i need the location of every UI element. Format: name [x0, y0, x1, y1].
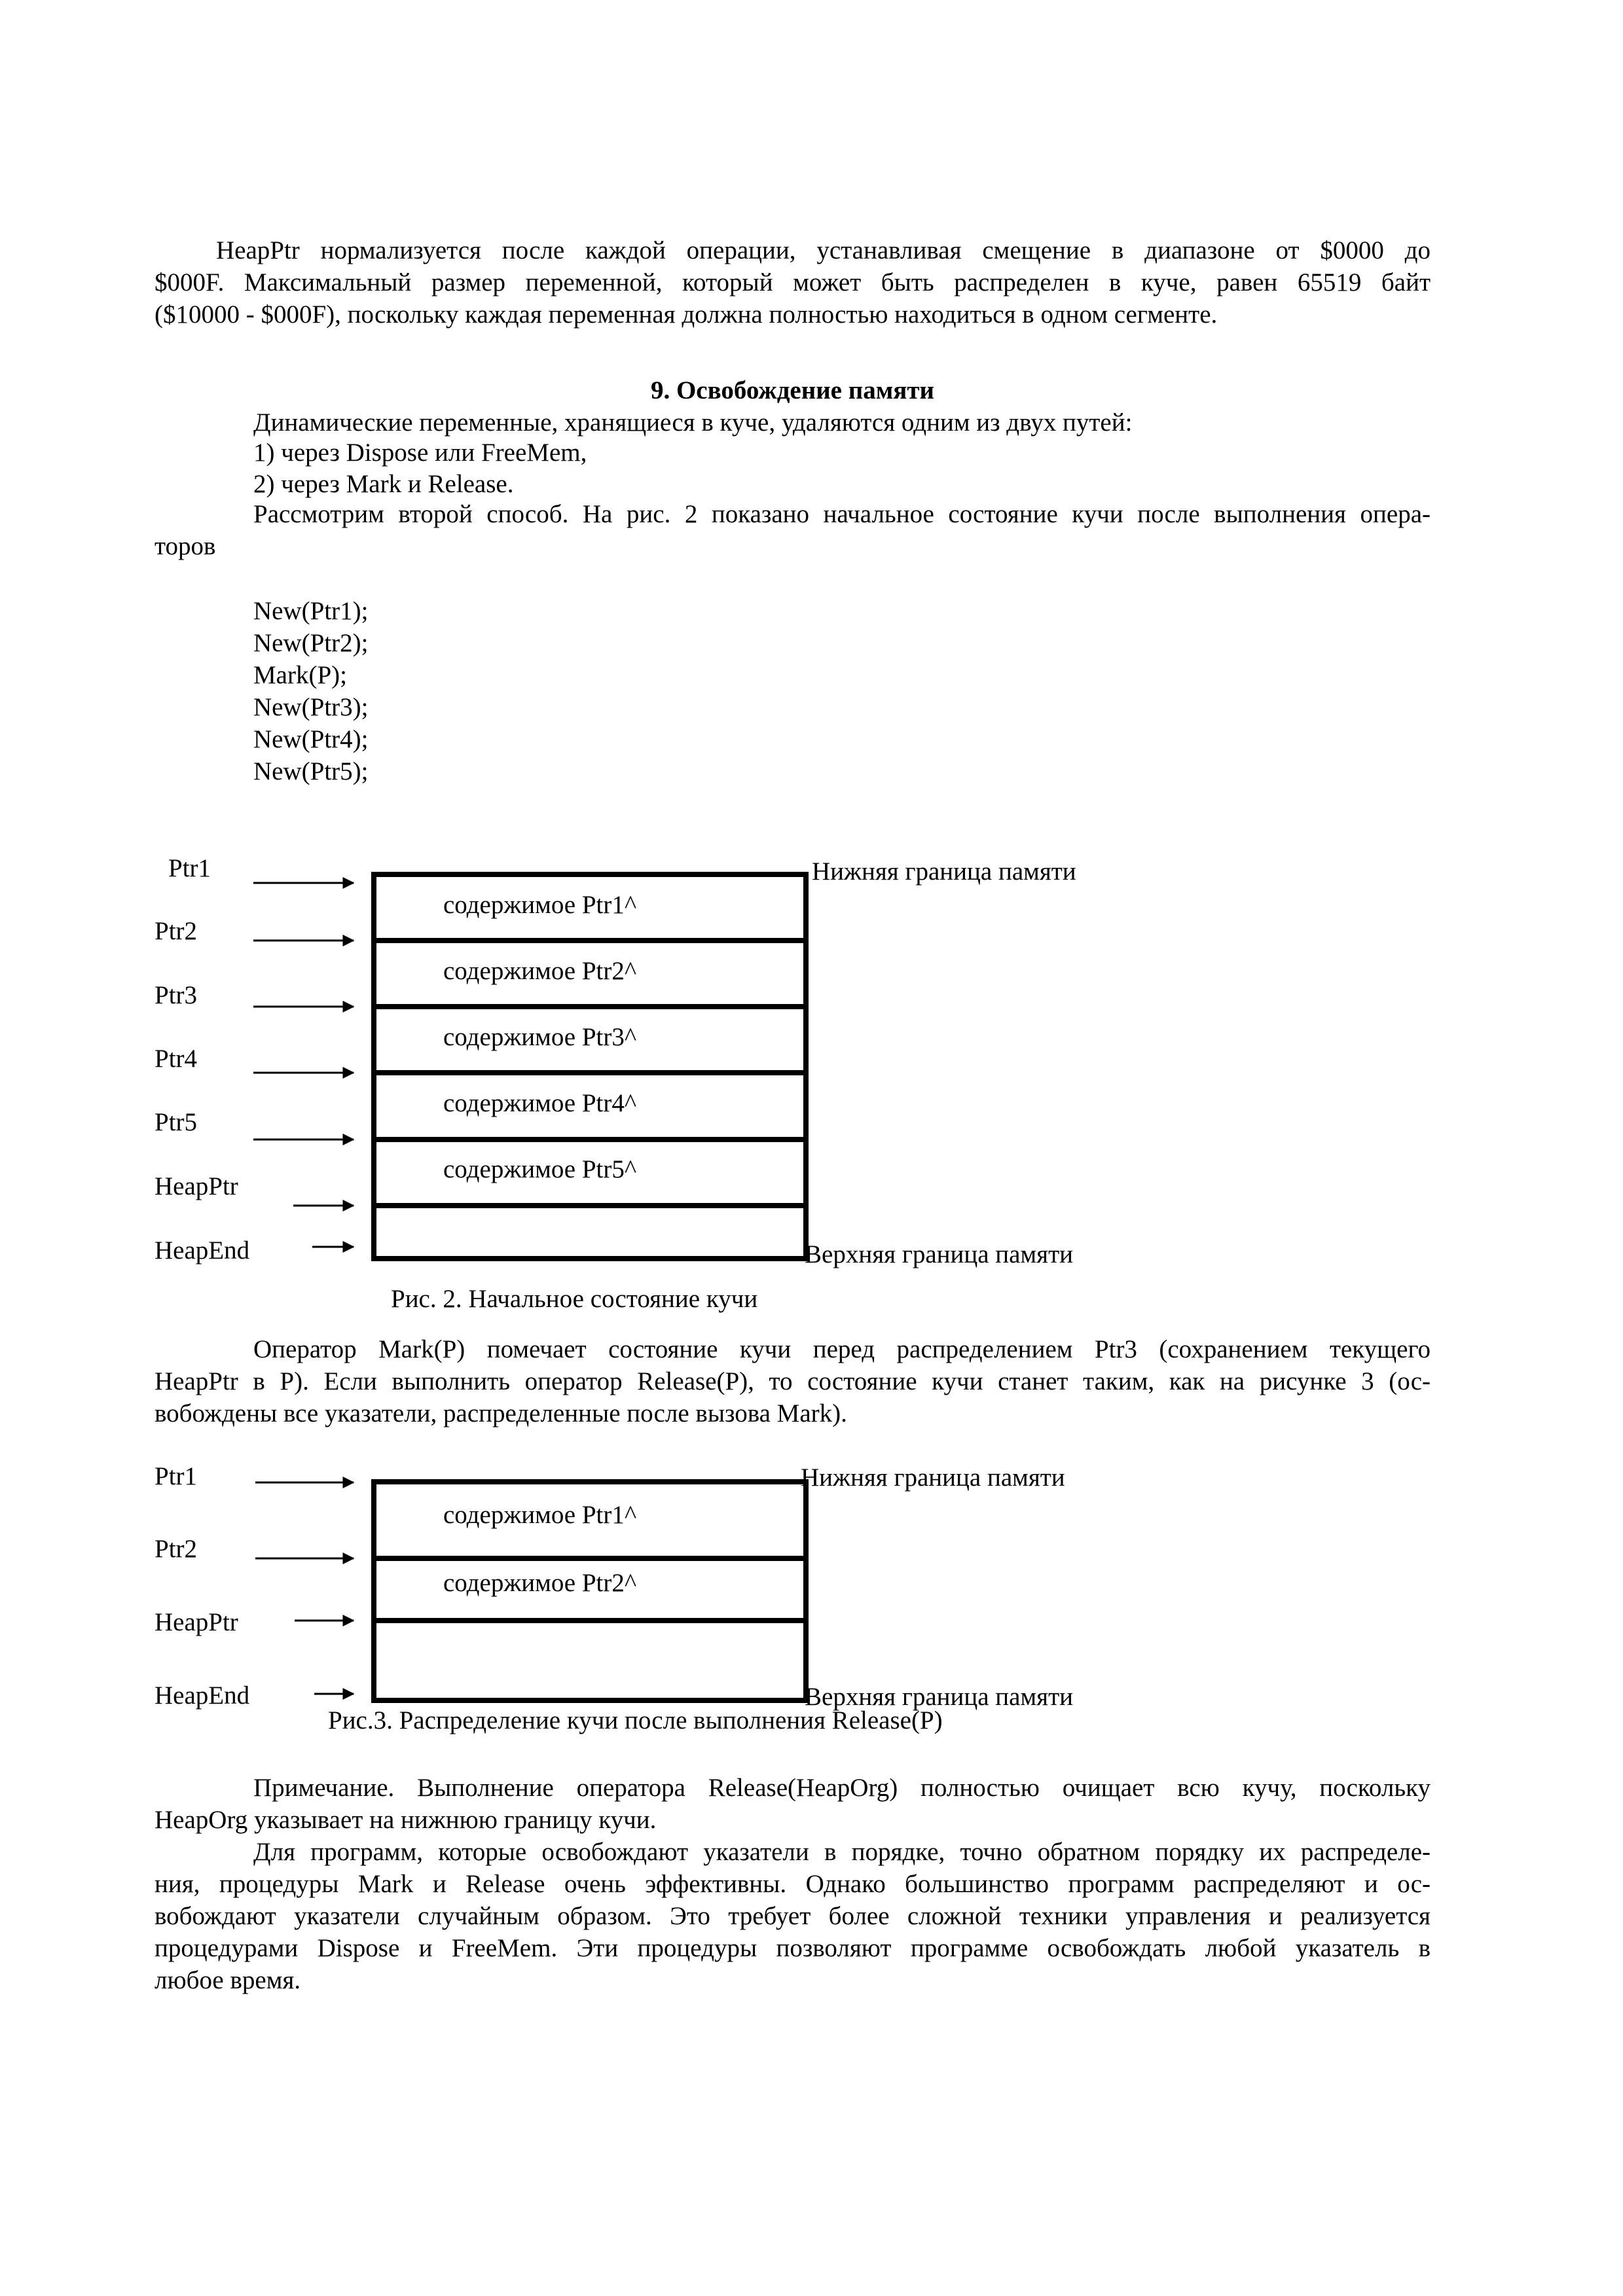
text-line: вобождают указатели случайным образом. Это требует более сложной техники управления и реализуется: [155, 1902, 1431, 1930]
text-line: $000F. Максимальный размер переменной, который может быть распределен в куче, равен 65519 байт: [155, 268, 1431, 296]
pointer-label: Ptr2: [155, 1535, 198, 1563]
pointer-label: Ptr5: [155, 1108, 198, 1136]
code-line: New(Ptr2);: [253, 629, 369, 657]
text-line: HeapOrg указывает на нижнюю границу кучи.: [155, 1806, 657, 1834]
text-line: Оператор Mark(P) помечает состояние кучи перед распределением Ptr3 (сохранением текущего: [253, 1335, 1431, 1363]
code-line: New(Ptr3);: [253, 693, 369, 721]
pointer-label: Ptr1: [168, 854, 211, 882]
text-line: Для программ, которые освобождают указатели в порядке, точно обратном порядку их распределе-: [253, 1838, 1431, 1866]
text-line: Рассмотрим второй способ. На рис. 2 показано начальное состояние кучи после выполнения опера-: [253, 500, 1431, 528]
section-heading: 9. Освобождение памяти: [650, 376, 935, 404]
code-line: New(Ptr1);: [253, 597, 369, 625]
list-item: 2) через Mark и Release.: [253, 470, 514, 498]
pointer-label: Ptr2: [155, 917, 198, 945]
text-line: любое время.: [155, 1966, 301, 1994]
lower-bound-label: Нижняя граница памяти: [812, 857, 1076, 886]
text-line: Динамические переменные, хранящиеся в куче, удаляются одним из двух путей:: [253, 408, 1133, 437]
cell-content: содержимое Ptr2^: [443, 957, 637, 985]
pointer-label: Ptr1: [155, 1462, 198, 1490]
code-line: New(Ptr4);: [253, 725, 369, 753]
cell-content: содержимое Ptr3^: [443, 1023, 637, 1051]
pointer-label: HeapPtr: [155, 1608, 238, 1636]
text-line: процедурами Dispose и FreeMem. Эти процедуры позволяют программе освобождать любой указатель в: [155, 1934, 1431, 1962]
text-line: ния, процедуры Mark и Release очень эффективны. Однако большинство программ распределяют и ос-: [155, 1870, 1431, 1898]
text-line: ($10000 - $000F), поскольку каждая переменная должна полностью находиться в одном сегменте.: [155, 300, 1218, 329]
cell-content: содержимое Ptr4^: [443, 1089, 637, 1117]
code-line: New(Ptr5);: [253, 757, 369, 785]
cell-content: содержимое Ptr5^: [443, 1155, 637, 1183]
cell-content: содержимое Ptr1^: [443, 891, 637, 919]
text-line: торов: [155, 532, 216, 560]
text-line: вобождены все указатели, распределенные после вызова Mark).: [155, 1399, 847, 1427]
pointer-label: HeapPtr: [155, 1172, 238, 1200]
cell-content: содержимое Ptr2^: [443, 1569, 637, 1597]
text-line: Примечание. Выполнение оператора Release(HeapOrg) полностью очищает всю кучу, поскольку: [253, 1774, 1431, 1802]
list-item: 1) через Dispose или FreeMem,: [253, 439, 587, 467]
cell-content: содержимое Ptr1^: [443, 1501, 637, 1529]
upper-bound-label: Верхняя граница памяти: [805, 1240, 1074, 1268]
figure-caption: Рис. 2. Начальное состояние кучи: [391, 1285, 758, 1313]
upper-bound-label: Верхняя граница памяти: [805, 1683, 1074, 1711]
text-line: HeapPtr в P). Если выполнить оператор Release(P), то состояние кучи станет таким, как на рисунке 3 (ос-: [155, 1367, 1431, 1395]
pointer-label: HeapEnd: [155, 1236, 250, 1265]
pointer-label: Ptr4: [155, 1045, 198, 1073]
code-line: Mark(P);: [253, 661, 347, 689]
pointer-label: Ptr3: [155, 981, 198, 1009]
text-line: HeapPtr нормализуется после каждой операции, устанавливая смещение в диапазоне от $0000 до: [216, 236, 1431, 264]
figure-caption: Рис.3. Распределение кучи после выполнения Release(P): [328, 1706, 943, 1734]
pointer-label: HeapEnd: [155, 1681, 250, 1710]
lower-bound-label: Нижняя граница памяти: [801, 1463, 1065, 1492]
